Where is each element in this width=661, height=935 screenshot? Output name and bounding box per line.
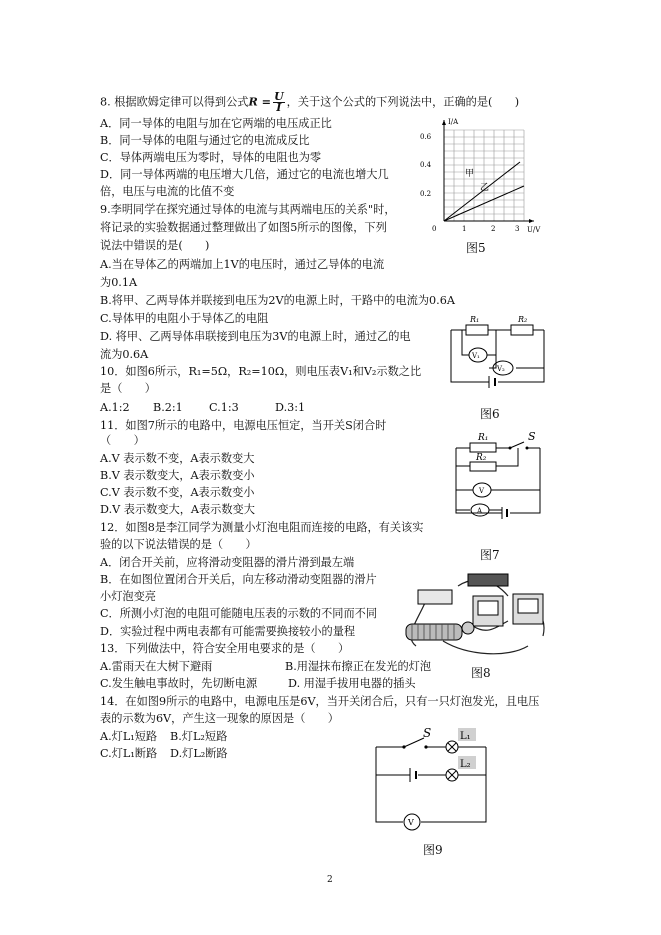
q9-option-d: D. 将甲、乙两导体串联接到电压为3V的电源上时，通过乙的电 bbox=[100, 330, 411, 343]
q13-option-b: B.用湿抹布擦正在发光的灯泡 bbox=[285, 660, 432, 673]
figure-5-grid bbox=[444, 130, 524, 221]
q12-line-1: 12．如图8是李江同学为测量小灯泡电阻而连接的电路，有关该实 bbox=[100, 521, 424, 534]
figure-5-y-label: I/A bbox=[448, 118, 459, 126]
q8-stem-text: 8. 根据欧姆定律可以得到公式 bbox=[100, 95, 249, 109]
figure-9-s-label: S bbox=[423, 726, 432, 740]
q10-option-b: B.2:1 bbox=[153, 401, 183, 414]
q12-option-a: A．闭合开关前，应将滑动变阻器的滑片滑到最左端 bbox=[100, 556, 355, 569]
q11-line-1: 11．如图7所示的电路中，电源电压恒定，当开关S闭合时 bbox=[100, 419, 387, 432]
figure-9-l1-label: L₁ bbox=[460, 731, 471, 742]
q9-option-c: C.导体甲的电阻小于导体乙的电阻 bbox=[100, 312, 269, 325]
figure-5-caption: 图5 bbox=[466, 241, 486, 255]
q13-stem: 13．下列做法中，符合安全用电要求的是（ ） bbox=[100, 642, 350, 655]
q10-option-d: D.3:1 bbox=[275, 401, 306, 414]
q9-option-a-cont: 为0.1A bbox=[100, 276, 138, 289]
figure-5-ytick-06: 0.6 bbox=[420, 133, 432, 141]
q10-option-a: A.1:2 bbox=[100, 401, 130, 414]
q9-option-a: A.当在导体乙的两端加上1V的电压时，通过乙导体的电流 bbox=[100, 258, 385, 271]
figure-8-voltmeter-face bbox=[518, 599, 538, 613]
q10-line-2: 是（ ） bbox=[100, 382, 156, 395]
q12-option-c: C．所测小灯泡的电阻可能随电压表的示数的不同而不同 bbox=[100, 607, 378, 620]
figure-9-v-label: V bbox=[408, 818, 414, 827]
figure-9-circuit bbox=[368, 725, 493, 833]
q13-option-d: D. 用湿手拔用电器的插头 bbox=[288, 677, 416, 690]
q10-line-1: 10．如图6所示，R₁=5Ω，R₂=10Ω，则电压表V₁和V₂示数之比 bbox=[100, 365, 422, 378]
q9-option-b: B.将甲、乙两导体并联接到电压为2V的电源上时，干路中的电流为0.6A bbox=[100, 294, 455, 307]
q9-line-1: 9.李明同学在探究通过导体的电流与其两端电压的关系"时， bbox=[100, 203, 396, 216]
figure-7-v-label: V bbox=[479, 487, 485, 495]
figure-8-switch bbox=[418, 590, 452, 604]
q14-option-b: B.灯L₂短路 bbox=[170, 730, 228, 743]
q8-formula-numerator: U bbox=[274, 90, 284, 103]
q11-option-c: C.V 表示数不变，A表示数变小 bbox=[100, 486, 255, 499]
q12-option-d: D．实验过程中两电表都有可能需要换接较小的量程 bbox=[100, 625, 356, 638]
figure-6-circuit bbox=[448, 312, 548, 390]
figure-8-bulb bbox=[462, 622, 474, 634]
q9-line-3: 说法中错误的是( ) bbox=[100, 239, 210, 252]
figure-5-x-label: U/V bbox=[527, 226, 541, 234]
q12-line-2: 验的以下说法错误的是（ ） bbox=[100, 538, 257, 551]
figure-6-v2-label: V₂ bbox=[497, 365, 505, 373]
q8-option-d: D．同一导体两端的电压增大几倍，通过它的电流也增大几 bbox=[100, 168, 389, 181]
figure-7-s-label: S bbox=[528, 430, 536, 443]
q8-formula-fraction bbox=[273, 92, 285, 113]
q8-formula-denominator: I bbox=[276, 101, 282, 114]
figure-5-ytick-04: 0.4 bbox=[420, 161, 432, 169]
q10-option-c: C.1:3 bbox=[209, 401, 239, 414]
q8-formula-r: R = bbox=[248, 94, 272, 109]
q8-option-d-cont: 倍，电压与电流的比值不变 bbox=[100, 185, 235, 198]
q8-stem-text-b: ，关于这个公式的下列说法中，正确的是( ) bbox=[286, 95, 520, 109]
q12-option-b: B．在如图位置闭合开关后，向左移动滑动变阻器的滑片 bbox=[100, 573, 377, 586]
figure-5-xtick-2: 2 bbox=[491, 225, 496, 233]
figure-5-xtick-3: 3 bbox=[515, 225, 520, 233]
q14-line-2: 表的示数为6V，产生这一现象的原因是（ ） bbox=[100, 712, 339, 725]
figure-8-apparatus bbox=[398, 566, 558, 662]
figure-7-circuit bbox=[448, 430, 548, 522]
figure-8-battery-box bbox=[468, 574, 508, 586]
q11-option-a: A.V 表示数不变，A表示数变大 bbox=[100, 452, 255, 465]
figure-6-r1-label: R₁ bbox=[470, 315, 480, 324]
q9-option-d-cont: 流为0.6A bbox=[100, 348, 149, 361]
figure-7-r1-label: R₁ bbox=[478, 433, 489, 443]
q8-stem bbox=[100, 92, 519, 113]
q12-option-b-cont: 小灯泡变亮 bbox=[100, 590, 156, 603]
figure-6-r2-label: R₂ bbox=[518, 315, 528, 324]
q14-line-1: 14．在如图9所示的电路中，电源电压是6V，当开关闭合后，只有一只灯泡发光，且电压 bbox=[100, 695, 540, 708]
q11-option-b: B.V 表示数变大，A表示数变小 bbox=[100, 469, 255, 482]
q13-option-a: A.雷雨天在大树下避雨 bbox=[100, 660, 213, 673]
figure-7-switch-contact bbox=[526, 447, 529, 450]
figure-5-axis-arrows bbox=[442, 120, 534, 223]
figure-7-caption: 图7 bbox=[480, 548, 500, 562]
figure-8-ammeter-face bbox=[478, 601, 498, 615]
page-number: 2 bbox=[327, 875, 333, 885]
figure-6-v1-label: V₁ bbox=[472, 352, 480, 360]
figure-5-ytick-02: 0.2 bbox=[420, 190, 432, 198]
figure-9-caption: 图9 bbox=[423, 843, 443, 857]
q8-option-a: A．同一导体的电阻与加在它两端的电压成正比 bbox=[100, 117, 332, 130]
q8-option-b: B．同一导体的电阻与通过它的电流成反比 bbox=[100, 134, 310, 147]
q14-option-a: A.灯L₁短路 bbox=[100, 730, 158, 743]
figure-5-graph bbox=[412, 112, 542, 252]
q11-line-2: （ ） bbox=[100, 434, 145, 447]
figure-9-l2-label: L₂ bbox=[460, 759, 471, 770]
q9-line-2: 将记录的实验数据通过整理做出了如图5所示的图像，下列 bbox=[100, 221, 387, 234]
figure-6-caption: 图6 bbox=[480, 407, 500, 421]
q14-option-d: D.灯L₂断路 bbox=[170, 747, 228, 760]
q13-option-c: C.发生触电事故时，先切断电源 bbox=[100, 677, 258, 690]
figure-5-label-yi: 乙 bbox=[480, 183, 490, 193]
q8-option-c: C．导体两端电压为零时，导体的电阻也为零 bbox=[100, 151, 322, 164]
figure-7-a-label: A bbox=[477, 507, 483, 515]
figure-8-caption: 图8 bbox=[471, 666, 491, 680]
figure-9-switch-pivot bbox=[402, 745, 405, 748]
figure-9-switch-contact bbox=[424, 745, 427, 748]
figure-5-xtick-0: 0 bbox=[432, 225, 437, 233]
figure-5-xtick-1: 1 bbox=[462, 225, 467, 233]
figure-5-label-jia: 甲 bbox=[465, 169, 475, 179]
figure-7-r2-label: R₂ bbox=[476, 453, 487, 463]
q14-option-c: C.灯L₁断路 bbox=[100, 747, 158, 760]
figure-7-switch-pivot bbox=[509, 447, 512, 450]
q11-option-d: D.V 表示数变大，A表示数变大 bbox=[100, 503, 255, 516]
